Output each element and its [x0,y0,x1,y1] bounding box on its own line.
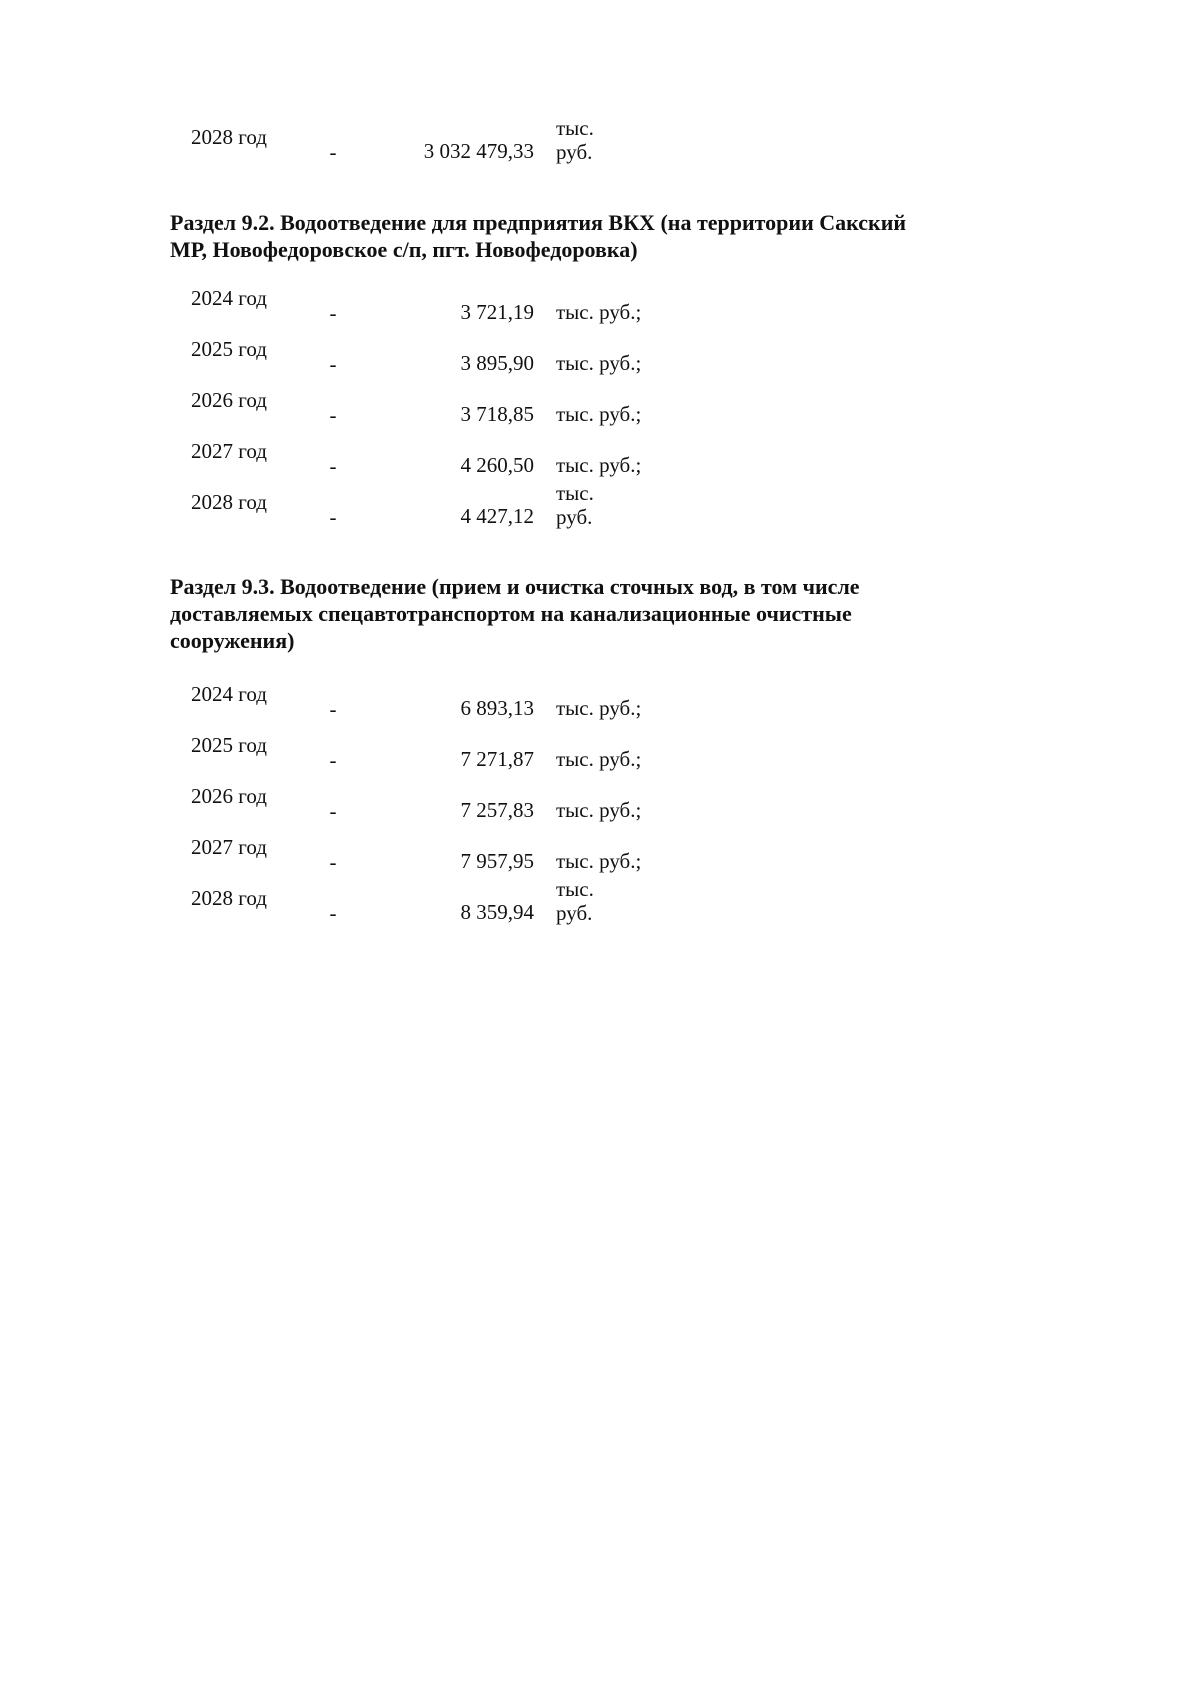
section-9-2-heading: Раздел 9.2. Водоотведение для предприятия ВКХ (на территории Сакский МР, Новофедоровское с/п, пгт. Новофедоровка) [170,210,907,262]
section-9-3-rows [0,680,1200,935]
table-row [0,481,1200,539]
unit-label [556,877,616,925]
table-row [0,386,1200,437]
unit-label: тыс. руб.; [556,402,642,426]
section-9-3-heading: Раздел 9.3. Водоотведение (прием и очистка сточных вод, в том числе доставляемых спецавтотранспортом на канализационные очистные сооружения) [170,574,860,653]
unit-label: тыс. руб.; [556,696,642,720]
section-9-2-rows [0,284,1200,539]
unit-line-2: руб. [556,901,593,925]
unit-label: тыс. руб.; [556,351,642,375]
year-label: 2027 год [191,835,267,859]
table-row [0,731,1200,782]
amount-value: 3 032 479,33 [423,139,534,163]
dash-separator: - [329,454,337,478]
amount-value: 7 271,87 [460,747,534,771]
unit-label: тыс. руб.; [556,300,642,324]
unit-label: тыс. руб.; [556,747,642,771]
table-row [0,877,1200,935]
table-row [0,284,1200,335]
table-row [0,680,1200,731]
unit-line-2: руб. [556,140,593,164]
year-label: 2025 год [191,733,267,757]
year-label: 2027 год [191,439,267,463]
dash-separator: - [329,140,337,164]
dash-separator: - [329,697,337,721]
table-row [0,782,1200,833]
year-label: 2025 год [191,337,267,361]
amount-value: 3 895,90 [460,351,534,375]
dash-separator: - [329,505,337,529]
unit-line-2: руб. [556,505,593,529]
unit-label [556,116,616,164]
unit-label [556,481,616,529]
dash-separator: - [329,748,337,772]
table-row [0,335,1200,386]
year-label: 2028 год [191,490,267,514]
dash-separator: - [329,901,337,925]
amount-value: 7 957,95 [460,849,534,873]
dash-separator: - [329,799,337,823]
amount-value: 4 260,50 [460,453,534,477]
dash-separator: - [329,352,337,376]
table-row [0,116,1200,174]
amount-value: 8 359,94 [460,900,534,924]
unit-label: тыс. руб.; [556,798,642,822]
unit-label: тыс. руб.; [556,849,642,873]
amount-value: 3 718,85 [460,402,534,426]
year-label: 2026 год [191,784,267,808]
amount-value: 6 893,13 [460,696,534,720]
year-label: 2028 год [191,886,267,910]
year-label: 2026 год [191,388,267,412]
dash-separator: - [329,850,337,874]
year-label: 2024 год [191,682,267,706]
unit-line-1: тыс. [556,116,594,140]
dash-separator: - [329,301,337,325]
top-row-block [0,116,1200,174]
amount-value: 3 721,19 [460,300,534,324]
unit-line-1: тыс. [556,877,594,901]
unit-line-1: тыс. [556,481,594,505]
dash-separator: - [329,403,337,427]
amount-value: 4 427,12 [460,504,534,528]
unit-label: тыс. руб.; [556,453,642,477]
amount-value: 7 257,83 [460,798,534,822]
year-label: 2024 год [191,286,267,310]
year-label: 2028 год [191,125,267,149]
